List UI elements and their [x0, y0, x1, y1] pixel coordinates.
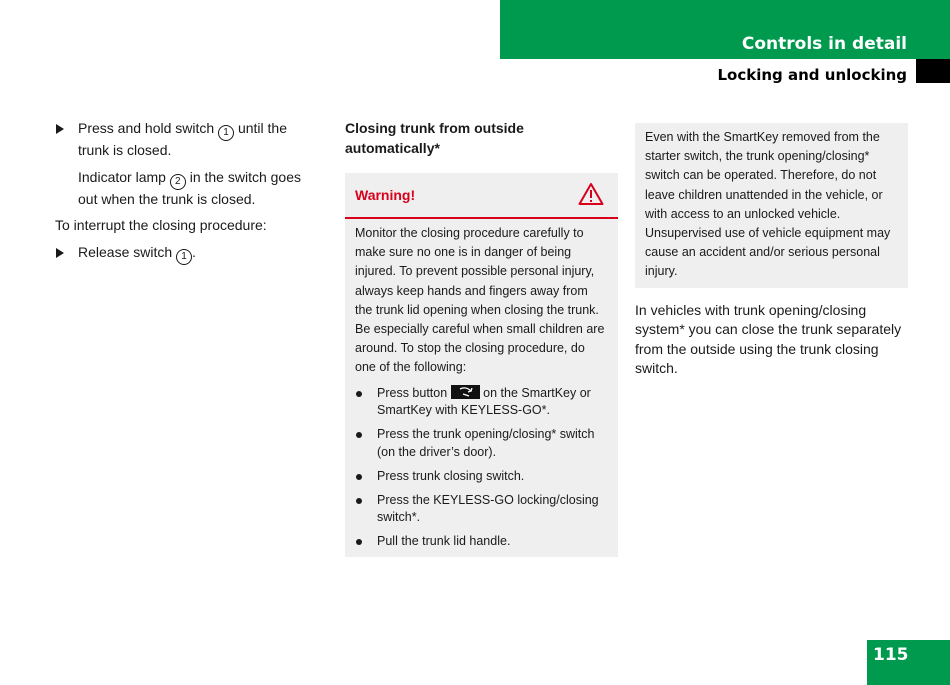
- bullet-dot-icon: [356, 498, 362, 504]
- header-bar: [500, 0, 950, 59]
- safety-note-box: Even with the SmartKey removed from the starter switch, the trunk opening/closing* switch can be operated. Therefore, do not leave children unattended in the vehicle, or with access to an unlocked vehicle. Unsupervised use of vehicle equipment may cause an accident and/or serious personal injury.: [635, 123, 908, 288]
- indicator-text: Indicator lamp: [78, 168, 166, 185]
- bullet-dot-icon: [356, 539, 362, 545]
- list-item-text: Press trunk closing switch.: [377, 468, 525, 483]
- list-item: [355, 426, 608, 462]
- list-item-text: Press the trunk opening/closing* switch (on the driver’s door).: [377, 427, 595, 460]
- indicator-text: in the switch goes out when the trunk is closed.: [78, 168, 302, 207]
- instruction-step: [55, 243, 320, 265]
- list-item-text: on the SmartKey or SmartKey with KEYLESS-GO*.: [377, 385, 591, 418]
- header-marker-block: [916, 59, 950, 83]
- right-column: [635, 123, 908, 379]
- page-number-tab: [867, 640, 950, 685]
- bullet-dot-icon: [356, 474, 362, 480]
- body-paragraph: In vehicles with trunk opening/closing system* you can close the trunk separately from the outside using the trunk closing switch.: [635, 301, 902, 377]
- warning-triangle-icon: [578, 182, 604, 206]
- warning-label: Warning!: [355, 187, 416, 203]
- middle-column: [345, 119, 618, 557]
- warning-text: Monitor the closing procedure carefully to make sure no one is in danger of being injured. To prevent possible personal injury, always keep hands and fingers away from the trunk lid opening when closing the trunk. Be especially careful when small children are around. To stop the closing procedure, do one of the following:: [355, 226, 605, 375]
- step-text: Press and hold switch: [78, 120, 215, 136]
- indicator-note: [55, 168, 320, 210]
- list-item-text: Press the KEYLESS-GO locking/closing switch*.: [377, 492, 599, 525]
- list-item: [355, 468, 608, 486]
- page-number: 115: [873, 645, 909, 665]
- warning-body: [345, 219, 618, 557]
- callout-number-icon: 1: [176, 249, 192, 265]
- list-item: [355, 385, 608, 421]
- play-triangle-icon: [56, 124, 64, 134]
- section-heading: Closing trunk from outside automatically*: [345, 120, 524, 156]
- trunk-key-button-icon: [451, 385, 480, 399]
- bullet-dot-icon: [356, 391, 362, 397]
- list-item: [355, 533, 608, 551]
- callout-number-icon: 1: [218, 125, 234, 141]
- chapter-title: Controls in detail: [741, 34, 907, 54]
- play-triangle-icon: [56, 248, 64, 258]
- section-subtitle: Locking and unlocking: [717, 66, 907, 84]
- list-item: [355, 492, 608, 528]
- warning-header: [345, 173, 618, 219]
- step-text: until the trunk is closed.: [78, 120, 288, 158]
- warning-list: [355, 385, 608, 551]
- step-text: Release switch: [78, 243, 173, 260]
- list-item-text: Pull the trunk lid handle.: [377, 534, 511, 549]
- left-column: [55, 119, 320, 272]
- bullet-dot-icon: [356, 432, 362, 438]
- callout-number-icon: 2: [170, 174, 186, 190]
- instruction-step: [55, 119, 320, 161]
- list-item-text: Press button: [377, 385, 448, 400]
- step-text: .: [192, 243, 196, 260]
- warning-box: [345, 173, 618, 557]
- interrupt-heading: To interrupt the closing procedure:: [55, 217, 267, 233]
